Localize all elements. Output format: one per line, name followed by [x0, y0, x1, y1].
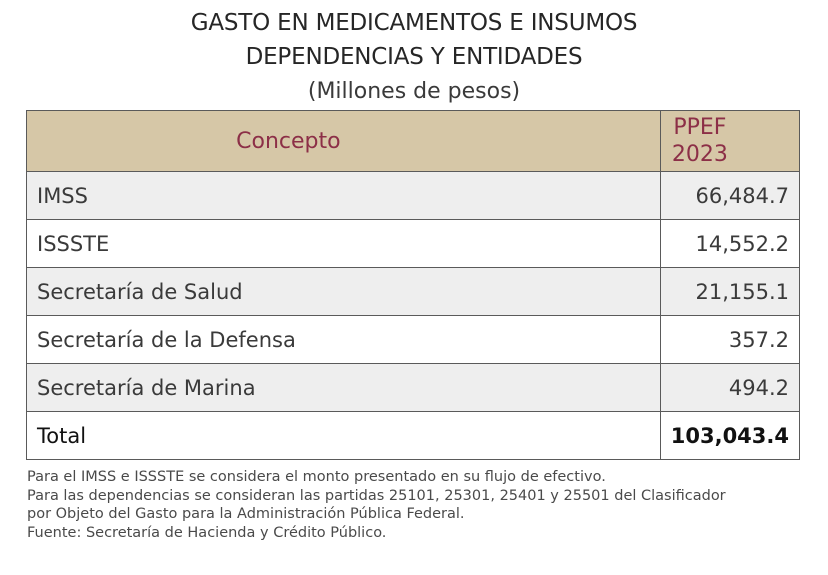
row-concepto: ISSSTE: [27, 220, 661, 268]
table-row: [27, 172, 800, 220]
row-value: 66,484.7: [660, 172, 799, 220]
footnote-line: por Objeto del Gasto para la Administración Pública Federal.: [27, 506, 465, 523]
row-value: 21,155.1: [660, 268, 799, 316]
header-ppef-line1: PPEF: [673, 115, 727, 140]
table-header-row: [27, 111, 800, 172]
row-value: 357.2: [660, 316, 799, 364]
header-ppef: [660, 111, 799, 172]
row-concepto: Secretaría de Salud: [27, 268, 661, 316]
title-line-2: DEPENDENCIAS Y ENTIDADES: [245, 44, 583, 70]
row-concepto: Secretaría de la Defensa: [27, 316, 661, 364]
total-value: 103,043.4: [660, 412, 799, 460]
row-value: 494.2: [660, 364, 799, 412]
footnote-line: Para el IMSS e ISSSTE se considera el monto presentado en su flujo de efectivo.: [27, 469, 606, 485]
table-row: [27, 268, 800, 316]
header-ppef-line2: 2023: [671, 142, 728, 167]
footnote-line: Para las dependencias se consideran las partidas 25101, 25301, 25401 y 25501 del Clasificador: [27, 487, 726, 504]
table-row: [27, 220, 800, 268]
table-row: [27, 364, 800, 412]
header-concepto: Concepto: [27, 111, 661, 172]
table-total-row: [27, 412, 800, 460]
row-concepto: IMSS: [27, 172, 661, 220]
title-units: (Millones de pesos): [307, 79, 521, 104]
row-value: 14,552.2: [660, 220, 799, 268]
row-concepto: Secretaría de Marina: [27, 364, 661, 412]
title-line-1: GASTO EN MEDICAMENTOS E INSUMOS: [190, 10, 638, 36]
source-line: Fuente: Secretaría de Hacienda y Crédito Público.: [27, 524, 387, 541]
expense-table: [26, 110, 800, 460]
total-label: Total: [27, 412, 661, 460]
table-row: [27, 316, 800, 364]
footnotes: [27, 468, 817, 542]
